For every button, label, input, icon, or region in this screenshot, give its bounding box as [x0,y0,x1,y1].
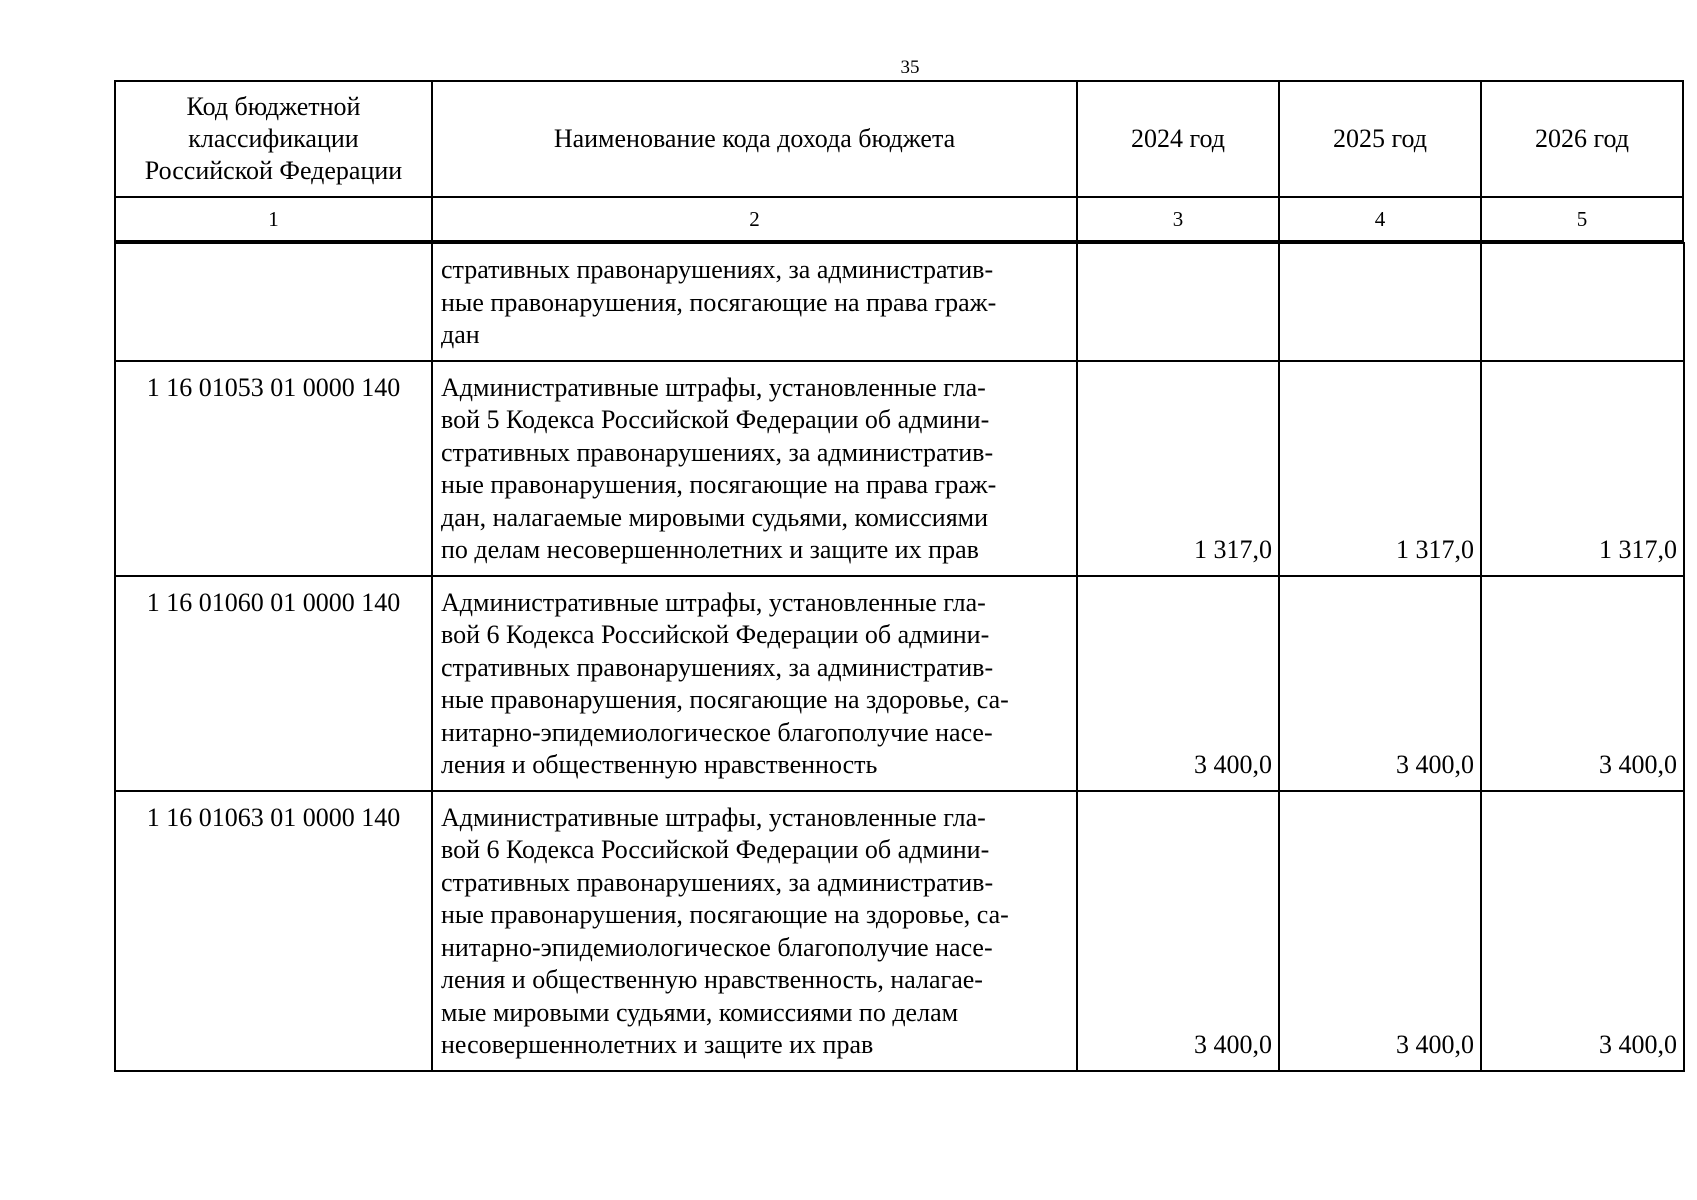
income-name-line: ления и общественную нравственность [441,750,878,779]
table-row [115,361,1684,576]
income-name-line: вой 5 Кодекса Российской Федерации об админи- [441,405,990,434]
income-name-line: стративных правонарушениях, за административ- [441,652,994,682]
header-year-2026: 2026 год [1481,81,1683,197]
value-y2024: 3 400,0 [1077,576,1279,791]
column-number: 1 [115,197,432,241]
header-year-2025: 2025 год [1279,81,1481,197]
header-year-2024: 2024 год [1077,81,1279,197]
header-budget-code-line: Российской Федерации [144,156,403,185]
income-name-line: вой 6 Кодекса Российской Федерации об админи- [441,835,990,864]
value-y2024 [1077,243,1279,361]
value-y2025: 1 317,0 [1279,361,1481,576]
value-y2025: 3 400,0 [1279,791,1481,1071]
column-number: 5 [1481,197,1683,241]
header-income-name: Наименование кода дохода бюджета [432,81,1077,197]
income-name-line: нитарно-эпидемиологическое благополучие насе- [441,717,993,747]
income-name-line: ные правонарушения, посягающие на права граж- [441,470,997,499]
value-y2024: 1 317,0 [1077,361,1279,576]
value-y2026 [1481,243,1684,361]
budget-code-cell [115,243,432,361]
income-name-line: стративных правонарушениях, за административ- [441,255,994,284]
table-row [115,576,1684,791]
column-number: 4 [1279,197,1481,241]
income-name-line: несовершеннолетних и защите их прав [441,1030,874,1059]
page-number: 35 [900,57,920,78]
column-number-row [115,197,1683,241]
income-name-line: ные правонарушения, посягающие на права граж- [441,287,997,317]
header-budget-code-line: классификации [188,124,359,153]
column-number: 3 [1077,197,1279,241]
income-name-line: по делам несовершеннолетних и защите их прав [441,535,979,564]
income-name-line: ления и общественную нравственность, налагае- [441,965,983,994]
income-name-line: Административные штрафы, установленные гла- [441,802,986,832]
budget-code-cell: 1 16 01063 01 0000 140 [115,791,432,1071]
header-budget-code [115,81,432,197]
budget-code-cell: 1 16 01060 01 0000 140 [115,576,432,791]
income-name-cell [432,576,1077,791]
income-name-line: мые мировыми судьями, комиссиями по делам [441,997,959,1027]
header-budget-code-line: Код бюджетной [186,92,361,121]
value-y2026: 3 400,0 [1481,791,1684,1071]
value-y2026: 3 400,0 [1481,576,1684,791]
income-name-line: дан [441,320,480,349]
table-header [114,80,1684,242]
income-name-line: ные правонарушения, посягающие на здоровье, са- [441,900,1009,929]
income-name-cell [432,243,1077,361]
income-name-line: вой 6 Кодекса Российской Федерации об админи- [441,620,990,649]
income-name-line: ные правонарушения, посягающие на здоровье, са- [441,685,1009,714]
value-y2024: 3 400,0 [1077,791,1279,1071]
column-number: 2 [432,197,1077,241]
table-row [115,791,1684,1071]
value-y2025: 3 400,0 [1279,576,1481,791]
income-table [114,242,1685,1072]
income-name-cell [432,791,1077,1071]
income-name-line: стративных правонарушениях, за административ- [441,867,994,897]
value-y2025 [1279,243,1481,361]
value-y2026: 1 317,0 [1481,361,1684,576]
income-name-cell [432,361,1077,576]
income-name-line: дан, налагаемые мировыми судьями, комиссиями [441,502,989,532]
income-name-line: Административные штрафы, установленные гла- [441,372,986,402]
table-row [115,243,1684,361]
income-name-line: стративных правонарушениях, за административ- [441,437,994,467]
header-row [115,81,1683,197]
income-name-line: нитарно-эпидемиологическое благополучие насе- [441,932,993,962]
income-name-line: Административные штрафы, установленные гла- [441,587,986,617]
budget-code-cell: 1 16 01053 01 0000 140 [115,361,432,576]
